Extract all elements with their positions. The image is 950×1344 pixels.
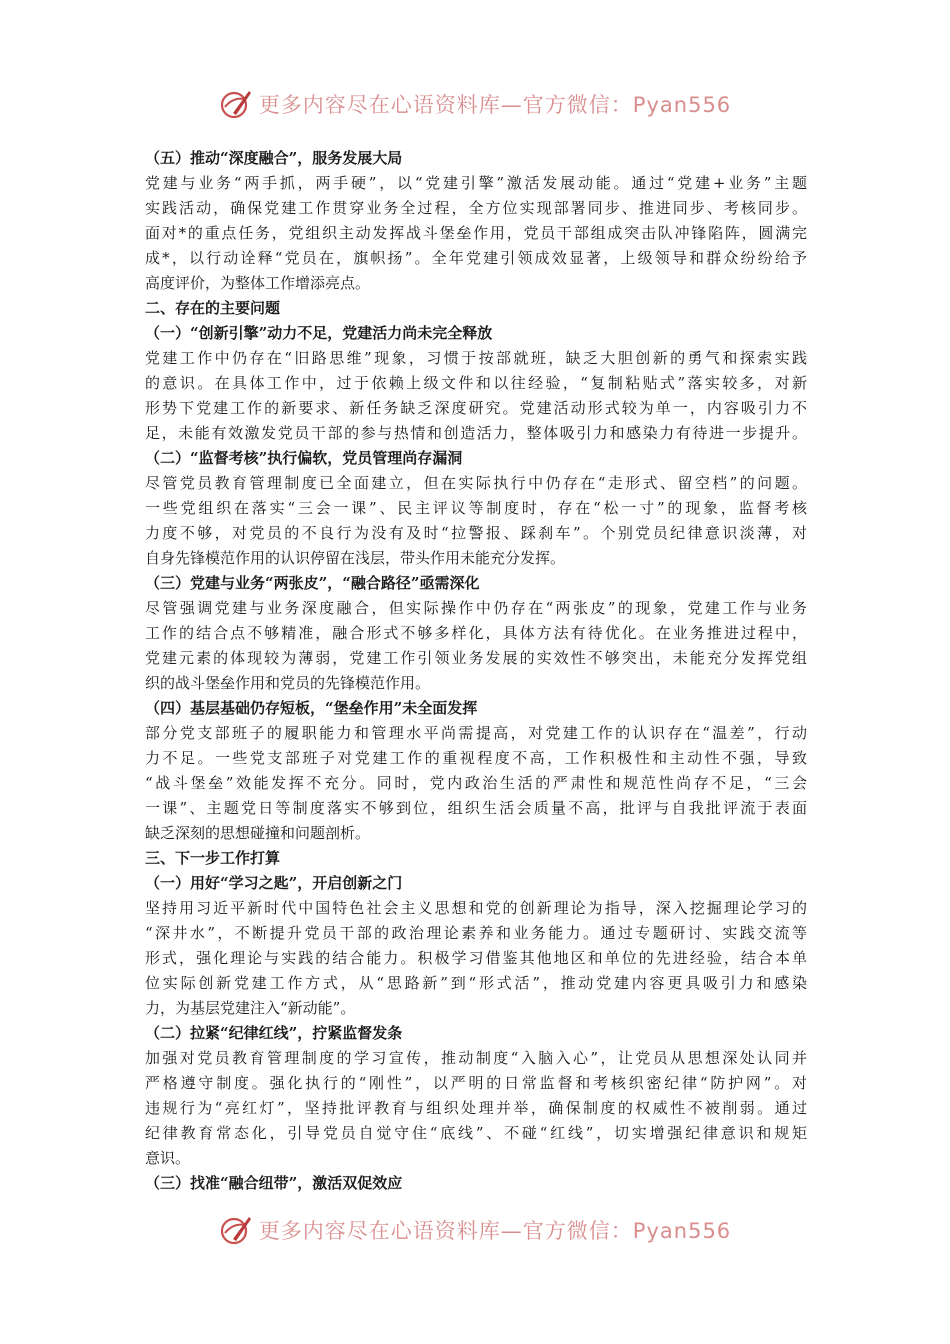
paragraph-line: “战斗堡垒”效能发挥不充分。同时，党内政治生活的严肃性和规范性尚存不足，“三会 <box>145 774 807 792</box>
paragraph-line: 力度不够，对党员的不良行为没有及时“拉警报、踩刹车”。个别党员纪律意识淡薄，对 <box>145 524 807 542</box>
paragraph-line: 力不足。一些党支部班子对党建工作的重视程度不高，工作积极性和主动性不强，导致 <box>145 749 807 767</box>
paragraph-line: 部分党支部班子的履职能力和管理水平尚需提高，对党建工作的认识存在“温差”，行动 <box>145 724 807 742</box>
section-heading: （三）党建与业务“两张皮”，“融合路径”亟需深化 <box>145 574 480 592</box>
paragraph-line: 的意识。在具体工作中，过于依赖上级文件和以往经验，“复制粘贴式”落实较多，对新 <box>145 374 807 392</box>
paragraph-line: 缺乏深刻的思想碰撞和问题剖析。 <box>145 824 371 842</box>
paragraph-line: 自身先锋模范作用的认识停留在浅层，带头作用未能充分发挥。 <box>145 549 566 567</box>
paragraph-line: 形式，强化理论与实践的结合能力。积极学习借鉴其他地区和单位的先进经验，结合本单 <box>145 949 807 967</box>
paragraph-line: 面对*的重点任务，党组织主动发挥战斗堡垒作用，党员干部组成突击队冲锋陷阵，圆满完 <box>145 224 807 242</box>
section-heading: （一）“创新引擎”动力不足，党建活力尚未完全释放 <box>145 324 493 342</box>
pen-logo-icon <box>219 87 253 121</box>
watermark-banner-bottom <box>0 1210 950 1250</box>
section-heading: （四）基层基础仍存短板，“堡垒作用”未全面发挥 <box>145 699 478 717</box>
paragraph-line: 高度评价，为整体工作增添亮点。 <box>145 274 371 292</box>
document-body <box>145 146 807 1196</box>
paragraph-line: 形势下党建工作的新要求、新任务缺乏深度研究。党建活动形式较为单一，内容吸引力不 <box>145 399 807 417</box>
paragraph-line: 违规行为“亮红灯”，坚持批评教育与组织处理并举，确保制度的权威性不被削弱。通过 <box>145 1099 807 1117</box>
section-heading: （一）用好“学习之匙”，开启创新之门 <box>145 874 403 892</box>
pen-logo-icon <box>219 1213 253 1247</box>
paragraph-line: 党建元素的体现较为薄弱，党建工作引领业务发展的实效性不够突出，未能充分发挥党组 <box>145 649 807 667</box>
section-heading: （二）“监督考核”执行偏软，党员管理尚存漏洞 <box>145 449 463 467</box>
paragraph-line: 一些党组织在落实“三会一课”、民主评议等制度时，存在“松一寸”的现象，监督考核 <box>145 499 807 517</box>
paragraph-line: 党建工作中仍存在“旧路思维”现象，习惯于按部就班，缺乏大胆创新的勇气和探索实践 <box>145 349 807 367</box>
section-heading: 二、存在的主要问题 <box>145 299 281 317</box>
paragraph-line: 严格遵守制度。强化执行的“刚性”，以严明的日常监督和考核织密纪律“防护网”。对 <box>145 1074 807 1092</box>
paragraph-line: 实践活动，确保党建工作贯穿业务全过程，全方位实现部署同步、推进同步、考核同步。 <box>145 199 807 217</box>
paragraph-line: “深井水”，不断提升党员干部的政治理论素养和业务能力。通过专题研讨、实践交流等 <box>145 924 807 942</box>
section-heading: （五）推动“深度融合”，服务发展大局 <box>145 149 403 167</box>
section-heading: 三、下一步工作打算 <box>145 849 281 867</box>
watermark-text: 更多内容尽在心语资料库—官方微信：Pyan556 <box>258 93 732 117</box>
section-heading: （二）拉紧“纪律红线”，拧紧监督发条 <box>145 1024 403 1042</box>
paragraph-line: 加强对党员教育管理制度的学习宣传，推动制度“入脑入心”，让党员从思想深处认同并 <box>145 1049 807 1067</box>
paragraph-line: 织的战斗堡垒作用和党员的先锋模范作用。 <box>145 674 431 692</box>
watermark-text: 更多内容尽在心语资料库—官方微信：Pyan556 <box>258 1219 732 1243</box>
section-heading: （三）找准“融合纽带”，激活双促效应 <box>145 1174 403 1192</box>
paragraph-line: 尽管党员教育管理制度已全面建立，但在实际执行中仍存在“走形式、留空档”的问题。 <box>145 474 807 492</box>
paragraph-line: 尽管强调党建与业务深度融合，但实际操作中仍存在“两张皮”的现象，党建工作与业务 <box>145 599 807 617</box>
paragraph-line: 坚持用习近平新时代中国特色社会主义思想和党的创新理论为指导，深入挖掘理论学习的 <box>145 899 807 917</box>
watermark-banner-top <box>0 84 950 124</box>
paragraph-line: 纪律教育常态化，引导党员自觉守住“底线”、不碰“红线”，切实增强纪律意识和规矩 <box>145 1124 807 1142</box>
paragraph-line: 意识。 <box>145 1149 191 1167</box>
paragraph-line: 一课”、主题党日等制度落实不够到位，组织生活会质量不高，批评与自我批评流于表面 <box>145 799 807 817</box>
paragraph-line: 工作的结合点不够精准，融合形式不够多样化，具体方法有待优化。在业务推进过程中， <box>145 624 807 642</box>
paragraph-line: 成*，以行动诠释“党员在，旗帜扬”。全年党建引领成效显著，上级领导和群众纷纷给予 <box>145 249 807 267</box>
paragraph-line: 足，未能有效激发党员干部的参与热情和创造活力，整体吸引力和感染力有待进一步提升。 <box>145 424 807 442</box>
paragraph-line: 党建与业务“两手抓，两手硬”，以“党建引擎”激活发展动能。通过“党建+业务”主题 <box>145 174 807 192</box>
paragraph-line: 位实际创新党建工作方式，从“思路新”到“形式活”，推动党建内容更具吸引力和感染 <box>145 974 807 992</box>
paragraph-line: 力，为基层党建注入“新动能”。 <box>145 999 356 1017</box>
